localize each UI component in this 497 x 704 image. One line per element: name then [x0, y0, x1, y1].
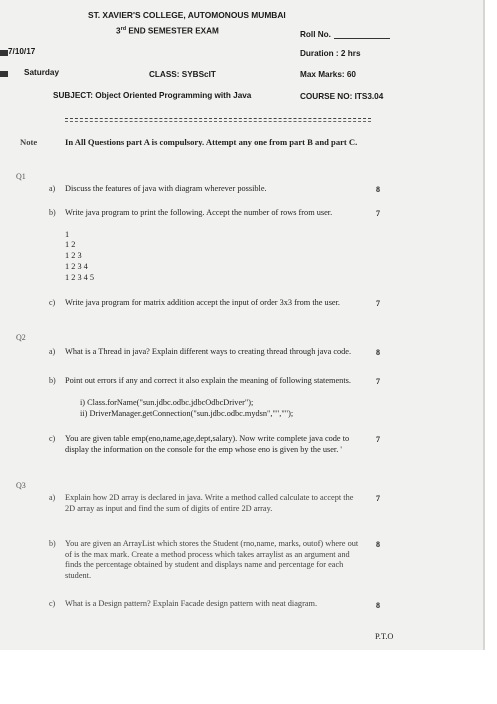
exam-title-rest: END SEMESTER EXAM — [126, 26, 219, 36]
number-pattern-row: 1 2 3 4 — [65, 262, 88, 271]
roll-no-label: Roll No. — [300, 30, 331, 39]
q1-part-c-text: Write java program for matrix addition accept the input of order 3x3 from the user. — [65, 298, 340, 307]
q2-part-b-text: Point out errors if any and correct it also explain the meaning of following statements. — [65, 376, 351, 385]
q3-part-c-label: c) — [49, 599, 56, 608]
q2-part-b-label: b) — [49, 376, 56, 385]
header-divider — [65, 121, 371, 122]
number-pattern-row: 1 2 — [65, 240, 76, 249]
exam-duration: Duration : 2 hrs — [300, 49, 361, 58]
roll-no-blank — [334, 30, 390, 39]
q2-part-c-marks: 7 — [376, 435, 380, 444]
q3-part-a-marks: 7 — [376, 494, 380, 503]
code-statement: i) Class.forName("sun.jdbc.odbc.jdbcOdbcDriver"); — [80, 398, 254, 407]
q3-part-a-label: a) — [49, 493, 56, 502]
page-turn-note: P.T.O — [375, 632, 394, 641]
q1-part-b-marks: 7 — [376, 209, 380, 218]
college-name: ST. XAVIER'S COLLEGE, AUTOMONOUS MUMBAI — [88, 10, 286, 20]
number-pattern-row: 1 2 3 — [65, 251, 82, 260]
note-label: Note — [20, 137, 38, 147]
left-edge-mark — [0, 71, 8, 77]
subject-label: SUBJECT: Object Oriented Programming with Java — [53, 91, 252, 100]
q3-part-b-marks: 8 — [376, 540, 380, 549]
note-text: In All Questions part A is compulsory. Attempt any one from part B and part C. — [65, 137, 358, 147]
max-marks: Max Marks: 60 — [300, 70, 356, 79]
q2-part-a-marks: 8 — [376, 348, 380, 357]
course-number: COURSE NO: ITS3.04 — [300, 92, 384, 101]
page-edge — [483, 0, 485, 650]
q3-part-a-text: Explain how 2D array is declared in java. Write a method called calculate to accept the 2D array as input and find the sum of digits of entire 2D array. — [65, 493, 354, 513]
q3-part-c-text: What is a Design pattern? Explain Facade design pattern with neat diagram. — [65, 599, 318, 608]
q3-part-b-label: b) — [49, 539, 56, 548]
q2-part-c-label: c) — [49, 434, 56, 443]
roll-no-field — [300, 30, 390, 39]
q1-part-a-marks: 8 — [376, 185, 380, 194]
q1-part-a-label: a) — [49, 184, 56, 193]
q2-part-c-text: You are given table emp(eno,name,age,dept,salary). Now write complete java code to display the information on the console for the emp whose eno is given by the user. ' — [65, 434, 350, 454]
exam-title — [116, 26, 219, 36]
q2-part-a-text: What is a Thread in java? Explain different ways to creating thread through java code. — [65, 347, 352, 356]
q1-part-c-marks: 7 — [376, 299, 380, 308]
q2-part-a-label: a) — [49, 347, 56, 356]
q3-part-c-marks: 8 — [376, 601, 380, 610]
q1-part-b-text: Write java program to print the following. Accept the number of rows from user. — [65, 208, 333, 217]
q1-part-c-label: c) — [49, 298, 56, 307]
number-pattern-row: 1 — [65, 230, 70, 239]
number-pattern-row: 1 2 3 4 5 — [65, 273, 95, 282]
code-statement: ii) DriverManager.getConnection("sun.jdbc.odbc.mydsn","",""); — [80, 409, 294, 418]
q2-part-b-marks: 7 — [376, 377, 380, 386]
class-label: CLASS: SYBScIT — [149, 70, 216, 79]
q1-part-b-label: b) — [49, 208, 56, 217]
header-divider — [65, 118, 371, 119]
exam-ordinal: 3 — [116, 26, 121, 36]
exam-date: 7/10/17 — [8, 47, 36, 56]
question-number-q2: Q2 — [16, 333, 26, 342]
q1-part-a-text: Discuss the features of java with diagram wherever possible. — [65, 184, 267, 193]
exam-ordinal-suffix: rd — [120, 26, 127, 32]
q3-part-b-text: You are given an ArrayList which stores the Student (rno,name, marks, outof) where out of is the max mark. Create a method process which takes arraylist as an argument and finds the percentage obtained by student and displays name and percentage for each student. — [65, 539, 359, 580]
left-edge-mark — [0, 50, 8, 56]
exam-day: Saturday — [24, 68, 60, 77]
question-number-q3: Q3 — [16, 481, 26, 490]
question-number-q1: Q1 — [16, 172, 26, 181]
